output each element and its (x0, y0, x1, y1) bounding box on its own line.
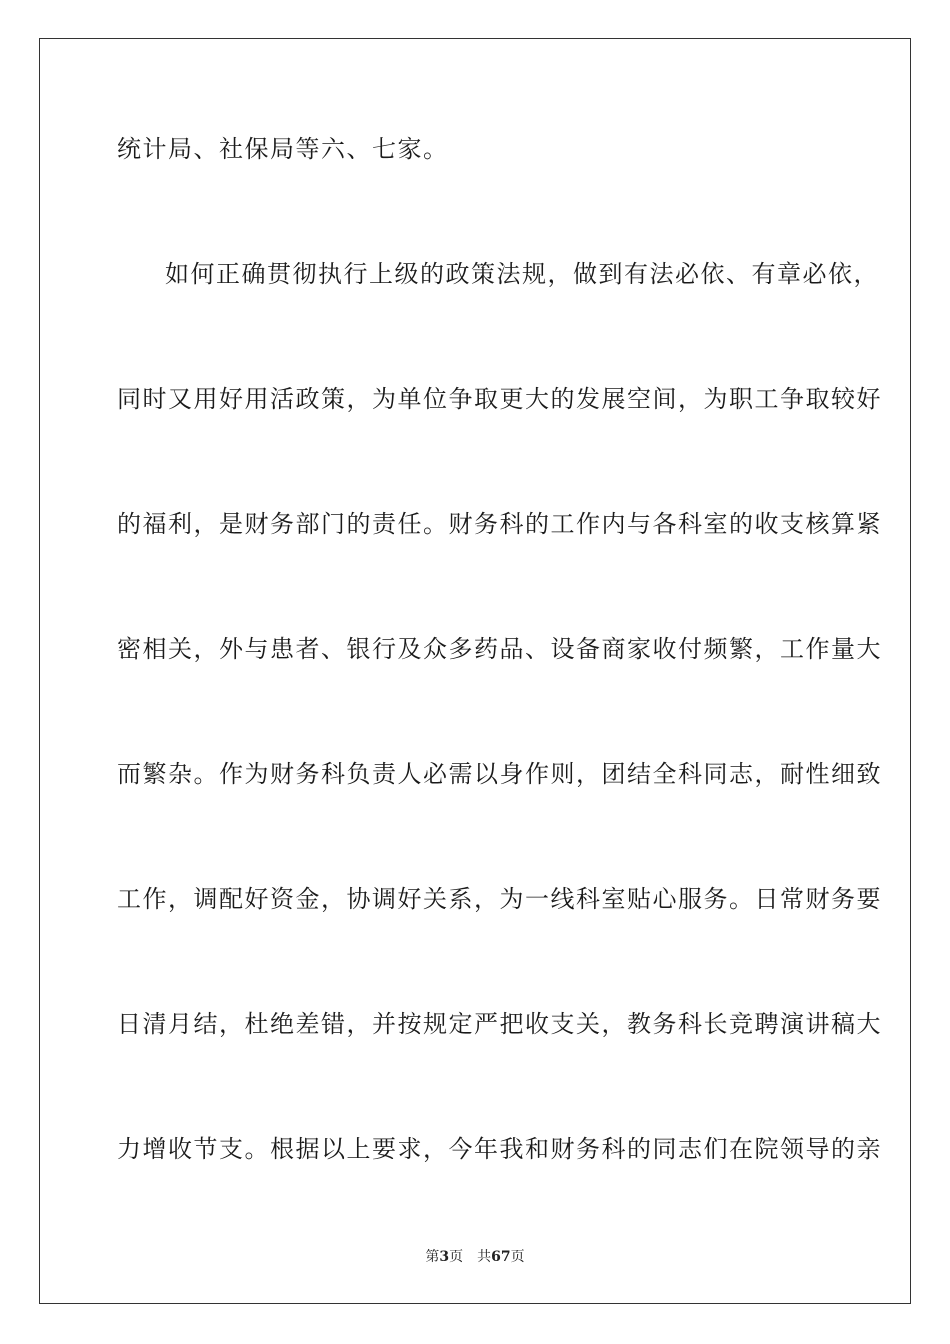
page-number: 3 (439, 1249, 450, 1265)
body-line-5: 密相关，外与患者、银行及众多药品、设备商家收付频繁，工作量大 (117, 635, 882, 663)
body-line-8: 日清月结，杜绝差错，并按规定严把收支关，教务科长竞聘演讲稿大 (117, 1010, 882, 1038)
total-prefix: 共 (477, 1249, 492, 1265)
body-line-1: 统计局、社保局等六、七家。 (117, 135, 449, 163)
total-pages: 67 (491, 1249, 511, 1265)
body-line-6: 而繁杂。作为财务科负责人必需以身作则，团结全科同志，耐性细致 (117, 760, 882, 788)
body-line-2: 如何正确贯彻执行上级的政策法规，做到有法必依、有章必依， (165, 260, 879, 288)
page-suffix: 页 (449, 1249, 464, 1265)
body-line-4: 的福利，是财务部门的责任。财务科的工作内与各科室的收支核算紧 (117, 510, 882, 538)
page-border (39, 38, 911, 1304)
body-line-3: 同时又用好用活政策，为单位争取更大的发展空间，为职工争取较好 (117, 385, 882, 413)
total-suffix: 页 (510, 1249, 525, 1265)
body-line-9: 力增收节支。根据以上要求，今年我和财务科的同志们在院领导的亲 (117, 1135, 882, 1163)
body-line-7: 工作，调配好资金，协调好关系，为一线科室贴心服务。日常财务要 (117, 885, 882, 913)
page-footer (0, 1248, 950, 1266)
page-prefix: 第 (425, 1249, 440, 1265)
